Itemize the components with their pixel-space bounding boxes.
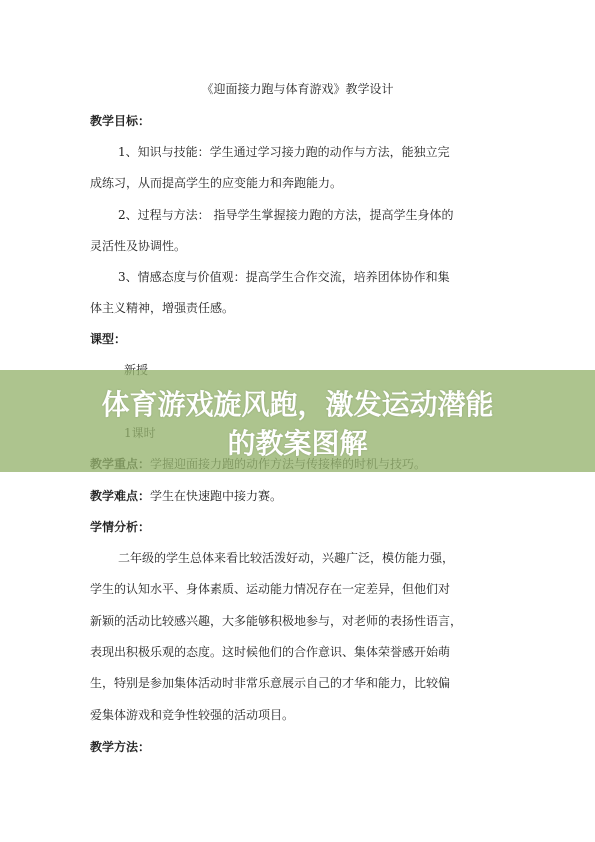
analysis-line-2: 学生的认知水平、身体素质、运动能力情况存在一定差异，但他们对 bbox=[90, 582, 451, 596]
analysis-line-4: 表现出积极乐观的态度。这时候他们的合作意识、集体荣誉感开始萌 bbox=[90, 645, 451, 659]
analysis-heading: 学情分析： bbox=[90, 520, 151, 534]
document-title: 《迎面接力跑与体育游戏》教学设计 bbox=[201, 82, 394, 96]
lesson-type-heading: 课型： bbox=[90, 332, 127, 346]
objective-1-line-2: 成练习，从而提高学生的应变能力和奔跑能力。 bbox=[90, 176, 343, 190]
overlay-title-line-2: 的教案图解 bbox=[227, 427, 368, 460]
methods-heading: 教学方法： bbox=[90, 740, 151, 754]
objective-3-line-2: 体主义精神，增强责任感。 bbox=[90, 301, 235, 315]
objectives-heading: 教学目标： bbox=[90, 114, 151, 128]
objective-2-line-1: 2、过程与方法： 指导学生掌握接力跑的方法，提高学生身体的 bbox=[118, 208, 454, 222]
objective-3-line-1: 3、情感态度与价值观：提高学生合作交流，培养团体协作和集 bbox=[118, 270, 450, 284]
difficulty-label: 教学难点： bbox=[90, 489, 151, 503]
analysis-line-5: 生，特别是参加集体活动时非常乐意展示自己的才华和能力，比较偏 bbox=[90, 676, 451, 690]
overlay-title-line-1: 体育游戏旋风跑，激发运动潜能 bbox=[101, 388, 494, 421]
analysis-line-3: 新颖的活动比较感兴趣，大多能够积极地参与，对老师的表扬性语言， bbox=[90, 614, 463, 628]
analysis-line-1: 二年级的学生总体来看比较活泼好动，兴趣广泛，模仿能力强， bbox=[118, 551, 455, 565]
difficulty-text: 学生在快速跑中接力赛。 bbox=[150, 489, 283, 503]
difficulty-line bbox=[90, 487, 282, 504]
analysis-line-6: 爱集体游戏和竞争性较强的活动项目。 bbox=[90, 708, 295, 722]
objective-1-line-1: 1、知识与技能：学生通过学习接力跑的动作与方法，能独立完 bbox=[118, 145, 450, 159]
objective-2-line-2: 灵活性及协调性。 bbox=[90, 239, 187, 253]
